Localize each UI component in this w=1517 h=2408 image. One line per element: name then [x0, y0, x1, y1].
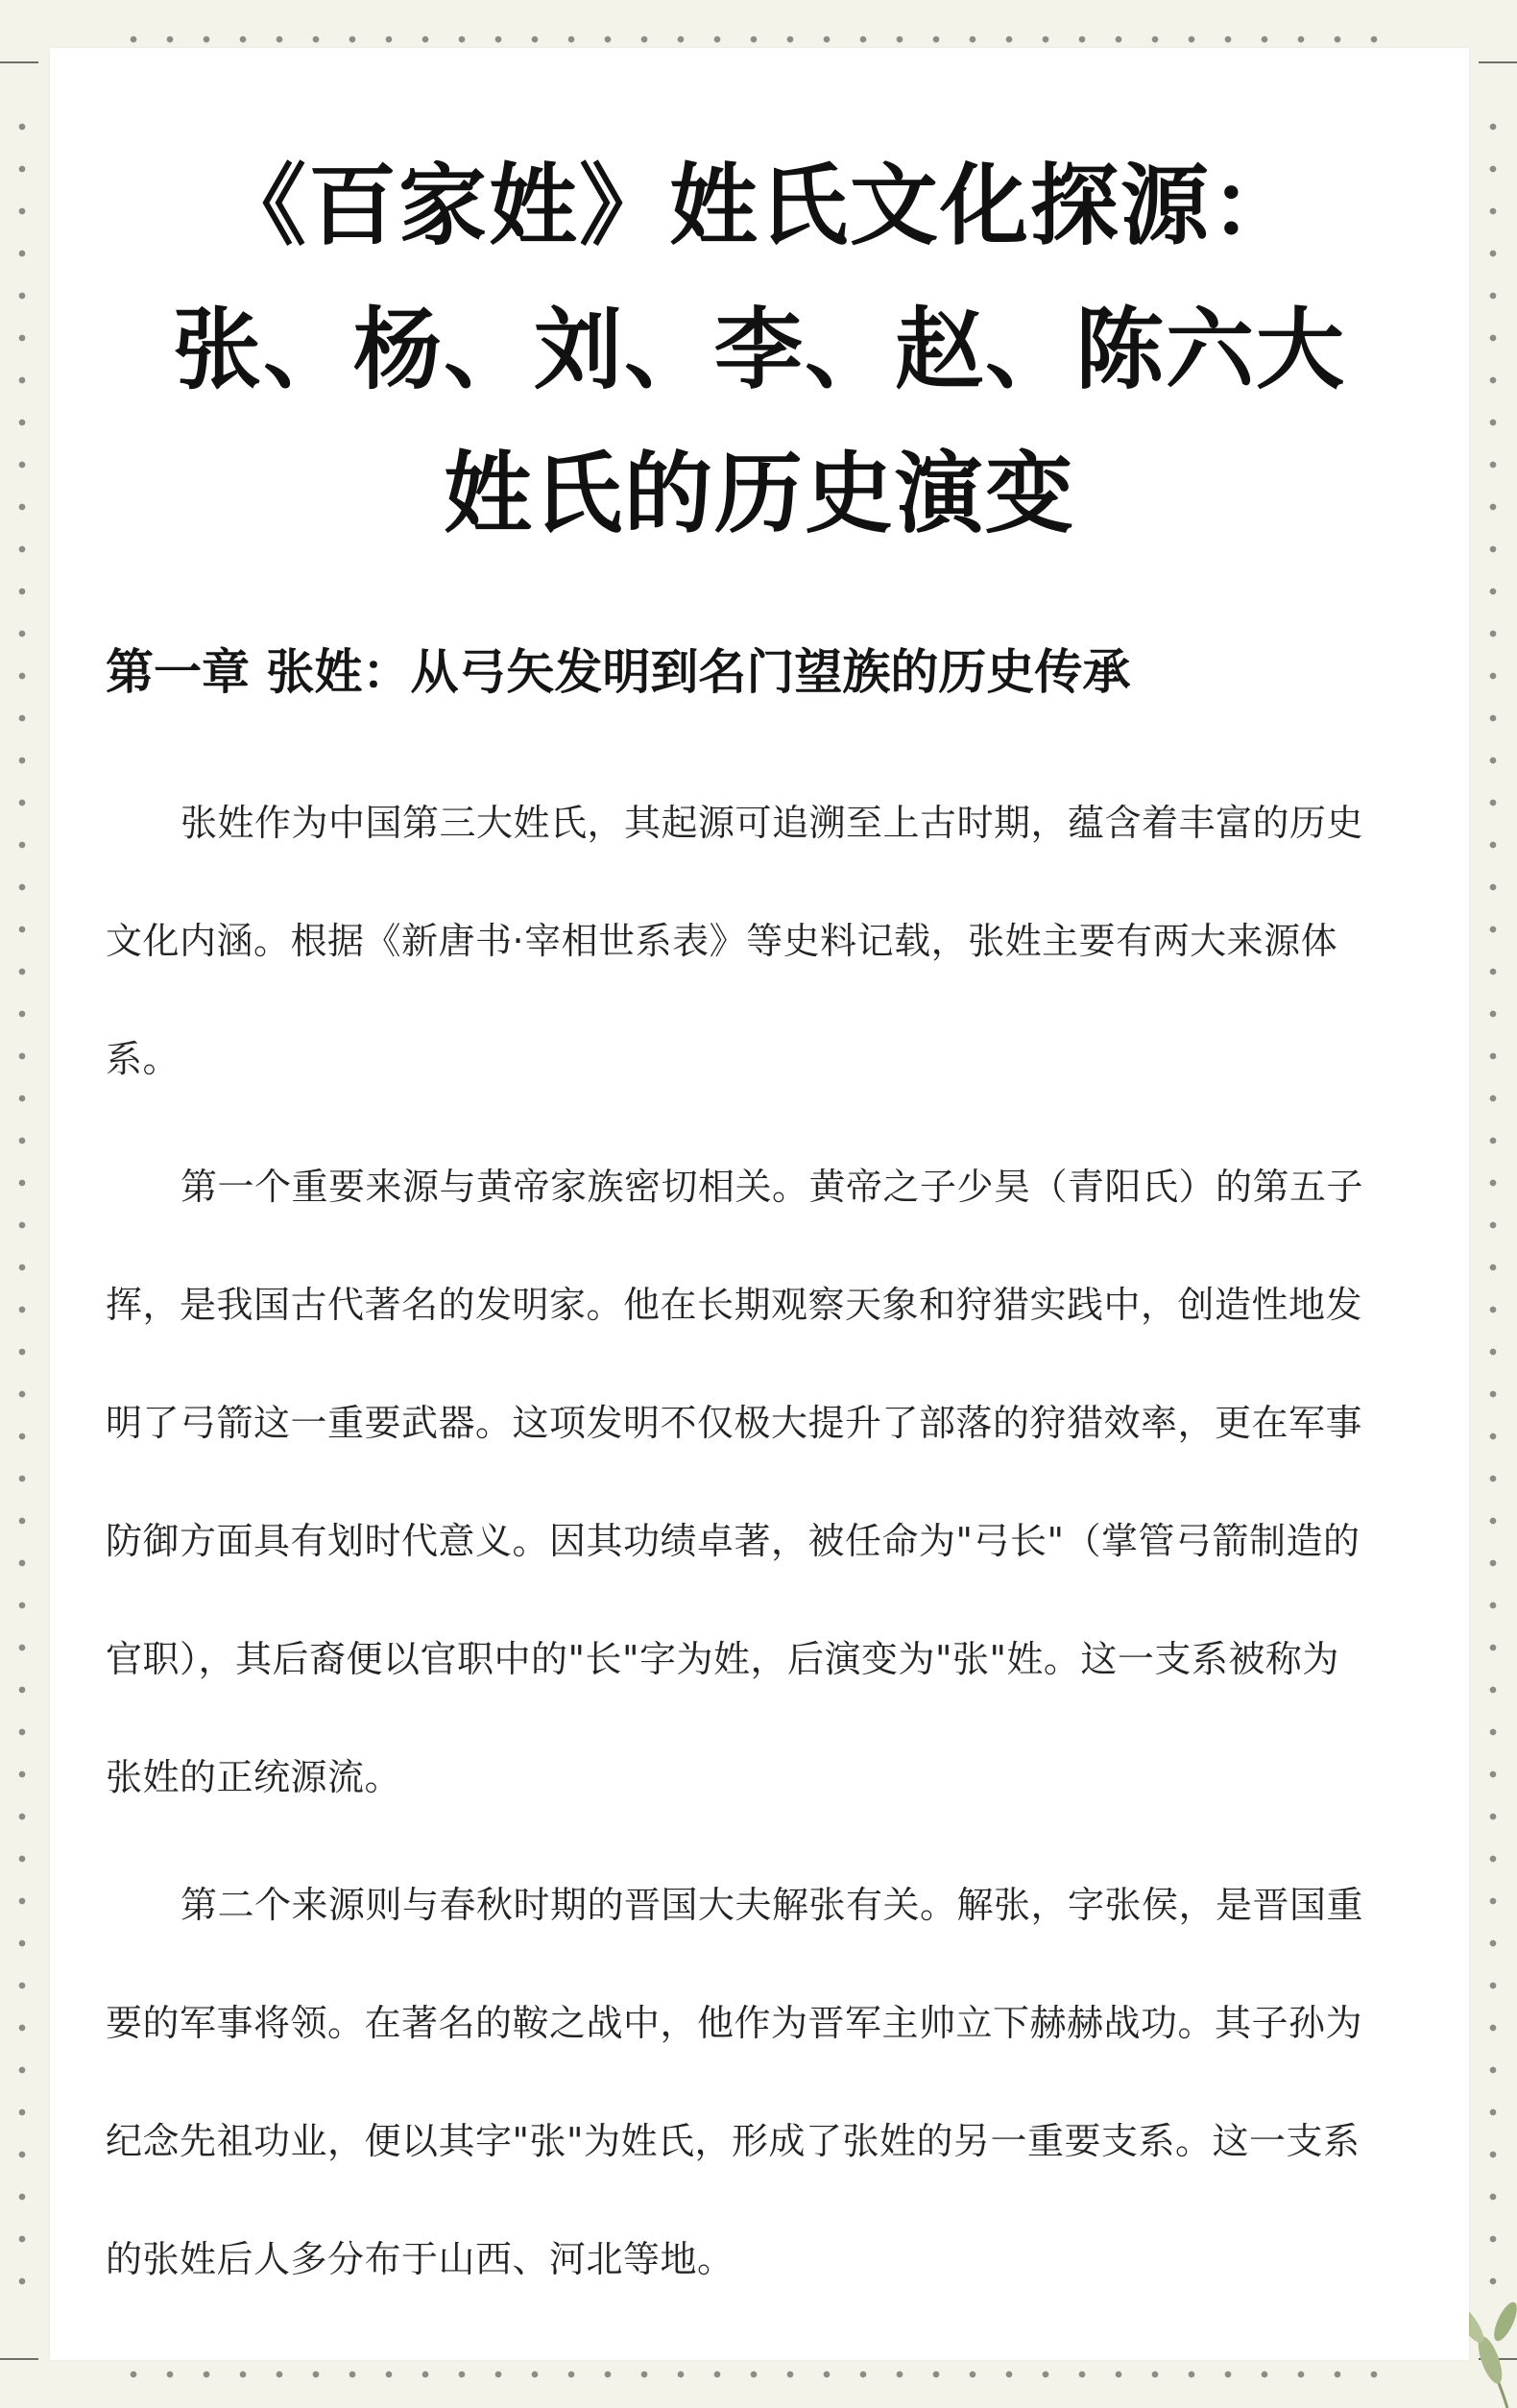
decorative-dot-border-right	[1488, 106, 1498, 2302]
paragraph-line: 的张姓后人多分布于山西、河北等地。	[106, 2238, 734, 2280]
paragraph	[106, 764, 1402, 1119]
paragraph-line: 第二个来源则与春秋时期的晋国大夫解张有关。解张，字张侯，是晋国重	[181, 1884, 1364, 1926]
paragraph	[106, 1128, 1402, 1837]
paragraph-line: 张姓作为中国第三大姓氏，其起源可追溯至上古时期，蕴含着丰富的历史	[181, 802, 1364, 844]
chapter-heading: 第一章 张姓：从弓矢发明到名门望族的历史传承	[106, 644, 1131, 700]
document-title	[50, 134, 1469, 566]
paragraph-line: 文化内涵。根据《新唐书·宰相世系表》等史料记载，张姓主要有两大来源体	[106, 920, 1338, 962]
paragraph-line: 张姓的正统源流。	[106, 1756, 402, 1798]
decorative-dot-border-bottom	[115, 2370, 1402, 2379]
corner-line-top-left	[0, 61, 38, 63]
paragraph-line: 官职），其后裔便以官职中的"长"字为姓，后演变为"张"姓。这一支系被称为	[106, 1638, 1339, 1680]
paragraph-line: 纪念先祖功业，便以其字"张"为姓氏，形成了张姓的另一重要支系。这一支系	[106, 2120, 1360, 2162]
corner-line-top-right	[1479, 61, 1517, 63]
decorative-dot-border-left	[17, 106, 27, 2302]
chapter-body	[106, 764, 1402, 2328]
paragraph-line: 系。	[106, 1038, 181, 1080]
document-page	[50, 48, 1469, 2360]
title-line: 姓氏的历史演变	[443, 443, 1075, 545]
corner-line-bottom-left	[0, 2358, 38, 2360]
paragraph-line: 挥，是我国古代著名的发明家。他在长期观察天象和狩猎实践中，创造性地发	[106, 1284, 1363, 1326]
paragraph-line: 要的军事将领。在著名的鞍之战中，他作为晋军主帅立下赫赫战功。其子孙为	[106, 2002, 1363, 2044]
paragraph-line: 明了弓箭这一重要武器。这项发明不仅极大提升了部落的狩猎效率，更在军事	[106, 1402, 1363, 1444]
paragraph	[106, 1846, 1402, 2319]
title-line: 张、杨、刘、李、赵、陈六大	[172, 299, 1346, 401]
paragraph-line: 防御方面具有划时代意义。因其功绩卓著，被任命为"弓长"（掌管弓箭制造的	[106, 1520, 1360, 1562]
decorative-dot-border-top	[115, 35, 1402, 44]
title-line: 《百家姓》姓氏文化探源：	[217, 155, 1301, 257]
paragraph-line: 第一个重要来源与黄帝家族密切相关。黄帝之子少昊（青阳氏）的第五子	[181, 1166, 1364, 1208]
